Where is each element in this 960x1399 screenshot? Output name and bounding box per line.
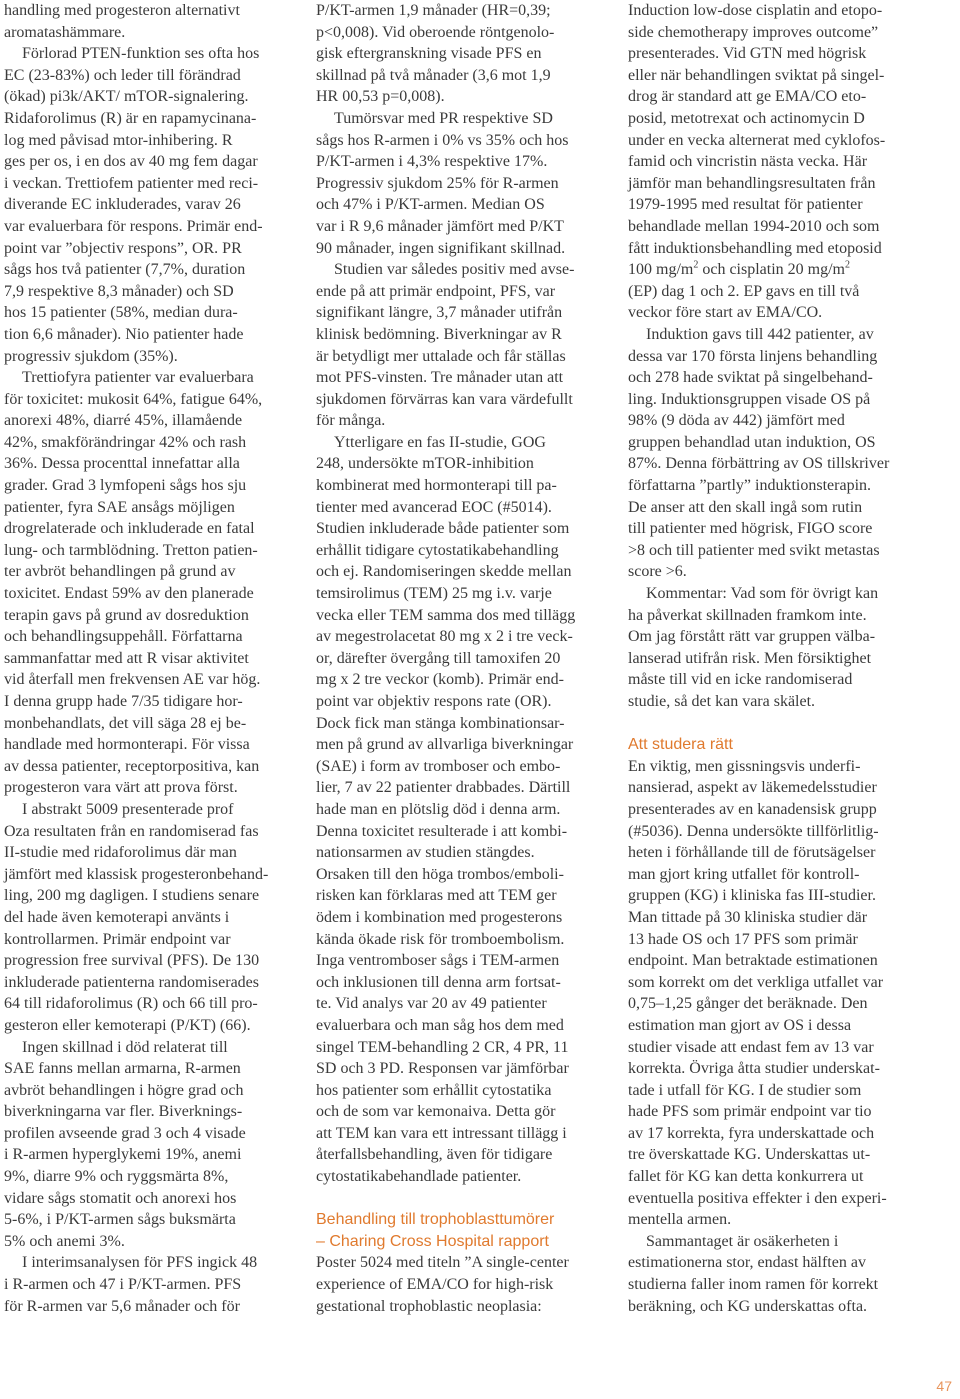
- section-heading-trophoblast: Behandling till trophoblasttumörer – Charing Cross Hospital rapport: [316, 1211, 555, 1250]
- paragraph: Sammantaget är osäkerheten i estimationerna stor, endast hälften av studierna faller inom ramen för korrekt beräkning, och KG underskattas ofta.: [628, 1232, 879, 1315]
- section-gap: [316, 1188, 596, 1210]
- paragraph: Ytterligare en fas II-studie, GOG 248, undersökte mTOR-inhibition kombinerat med hormonterapi till pa- tienter med avancerad EOC (#5014). Studien inkluderade både patienter som erhållit tidigare cytostatikabehandling och ej. Randomiseringen skedde mellan temsirolimus (TEM) 25 mg i.v. varje vecka eller TEM samma dos med tillägg av megestrolacetat 80 mg x 2 i tre veck- or, därefter övergång till tamoxifen 20 mg x 2 tre veckor (komb). Primär end- point var objektiv respons rate (OR). Dock fick man stänga kombinationsar- men på grund av allvarliga biverkningar (SAE) i form av tromboser och embo- lier, 7 av 22 patienter drabbades. Därtill hade man en plötslig död i denna arm. Denna toxicitet resulterade i att kombi- nationsarmen av studien stängdes. Orsaken till den höga trombos/emboli- risken kan förklaras med att TEM ger ödem i kombination med progesterons kända ökade risk för tromboembolism. Inga ventromboser sågs i TEM-armen och inklusionen till denna arm fortsat- te. Vid analys var 20 av 49 patienter evaluerbara och man såg hos dem med singel TEM-behandling 2 CR, 4 PR, 11 SD och 3 PD. Responsen var jämförbar hos patienter som erhållit cytostatika och de som var kemonaiva. Detta gör att TEM kan vara ett intressant tillägg i återfallsbehandling, även för tidigare cytostatikabehandlade patienter.: [316, 433, 576, 1186]
- section-heading-att-studera-ratt: Att studera rätt: [628, 736, 733, 754]
- paragraph: Tumörsvar med PR respektive SD sågs hos R-armen i 0% vs 35% och hos P/KT-armen i 4,3% respektive 17%. Progressiv sjukdom 25% för R-armen och 47% i P/KT-armen. Median OS var i R 9,6 månader jämfört med P/KT 90 månader, ingen signifikant skillnad.: [316, 109, 569, 257]
- paragraph: En viktig, men gissningsvis underfi- nansierad, aspekt av läkemedelsstudier presenterades av en kanadensisk grupp (#5036). Denna undersökte tillförlitlig- heten i förhållande till de förutsägelser man gjort kring utfallet för kontroll- gruppen (KG) i kliniska fas III-studier. Man tittade på 30 kliniska studier där 13 hade OS och 17 PFS som primär endpoint. Man betraktade estimationen som korrekt om det verkliga utfallet var 0,75–1,25 gånger det beräknade. Den estimation man gjort av OS i dessa studier visade att endast fem av 13 var korrekta. Övriga åtta studier underskat- tade i utfall för KG. I de studier som hade PFS som primär endpoint var tio av 17 korrekta, fyra underskattade och tre överskattade KG. Underskattas ut- fallet för KG kan detta konkurrera ut eventuella positiva effekter i den experi- mentella armen.: [628, 757, 887, 1229]
- dose-text: och cisplatin 20 mg/m: [698, 261, 845, 279]
- page-number: 47: [936, 1378, 952, 1394]
- paragraph: [628, 0, 910, 324]
- paragraph: P/KT-armen 1,9 månader (HR=0,39; p<0,008). Vid oberoende röntgenolo- gisk eftergranskning visade PFS en skillnad på två månader (3,6 mot 1,9 HR 00,53 p=0,008).: [316, 2, 555, 106]
- section-gap: [628, 713, 910, 735]
- paragraph-text: (EP) dag 1 och 2. EP gavs en till två veckor före start av EMA/CO.: [628, 282, 860, 322]
- paragraph: Poster 5024 med titeln ”A single-center experience of EMA/CO for high-risk gestational trophoblastic neoplasia:: [316, 1254, 569, 1315]
- paragraph: handling med progesteron alternativt aromatashämmare.: [4, 2, 240, 41]
- paragraph: Induktion gavs till 442 patienter, av dessa var 170 första linjens behandling och 278 hade sviktat på singelbehand- ling. Induktionsgruppen visade OS på 98% (9 döda av 442) jämfört med gruppen behandlad utan induktion, OS 87%. Denna förbättring av OS tillskriver författarna ”partly” induktionsterapin. De anser att den skall ingå som rutin till patienter med högrisk, FIGO score >8 och till patienter med svikt metastas score >6.: [628, 325, 890, 581]
- superscript: 2: [693, 259, 699, 271]
- paragraph: Förlorad PTEN-funktion ses ofta hos EC (23-83%) och leder till förändrad (ökad) pi3k/AKT/ mTOR-signalering. Ridaforolimus (R) är en rapamycinana- log med påvisad mtor-inhibering. R ges per os, i en dos av 40 mg fem dagar i veckan. Trettiofem patienter med reci- diverande EC inkluderades, varav 26 var evaluerbara för respons. Primär end- point var ”objectiv respons”, OR. PR sågs hos två patienter (7,7%, duration 7,9 respektive 8,3 månader) och SD hos 15 patienter (58%, median dura- tion 6,6 månader). Nio patienter hade progressiv sjukdom (35%).: [4, 45, 263, 365]
- paragraph: I interimsanalysen för PFS ingick 48 i R-armen och 47 i P/KT-armen. PFS för R-armen var 5,6 månader och för: [4, 1254, 258, 1315]
- superscript: 2: [845, 259, 850, 271]
- paragraph: Kommentar: Vad som för övrigt kan ha påverkat skillnaden framkom inte. Om jag förstått rätt var gruppen välba- lanserad utifrån risk. Men försiktighet måste till vid en icke randomiserad studie, så det kan vara skälet.: [628, 585, 879, 710]
- paragraph: Studien var således positiv med avse- ende på att primär endpoint, PFS, var signifikant längre, 3,7 månader utifrån klinisk bedömning. Biverkningar av R är betydligt mer uttalade och får ställas mot PFS-vinsten. Tre månader utan att sjukdomen förvärras kan vara värdefullt för många.: [316, 261, 575, 430]
- paragraph-text: Induction low-dose cisplatin and etopo- side chemotherapy improves outcome” presenterades. Vid GTN med högrisk eller när behandlingen sviktat på singel- drog är standard att ge EMA/CO eto- posid, metotrexat och actinomycin D under en vecka alternerat med cyklofos- famid och vincristin nästa vecka. Här jämför man behandlingsresultaten från 1979-1995 med resultat för patienter behandlade mellan 1994-2010 och som fått induktionsbehandling med etoposid: [628, 2, 886, 257]
- paragraph: Trettiofyra patienter var evaluerbara för toxicitet: mukosit 64%, fatigue 64%, anorexi 48%, diarré 45%, illamående 42%, smakförändringar 42% och rash 36%. Dessa procenttal innefattar alla grader. Grad 3 lymfopeni sågs hos sju patienter, fyra SAE ansågs möjligen drogrelaterade och inkluderade en fatal lung- och tarmblödning. Tretton patien- ter avbröt behandlingen på grund av toxicitet. Endast 59% av den planerade terapin gavs på grund av dosreduktion och behandlingsuppehåll. Författarna sammanfattar med att R visar aktivitet vid återfall men frekvensen AE var hög. I denna grupp hade 7/35 tidigare hor- monbehandlats, det vill säga 28 ej be- handlade med hormonterapi. För vissa av dessa patienter, receptorpositiva, kan progesteron vara värt att prova först.: [4, 369, 263, 797]
- column-3: [628, 0, 910, 1317]
- paragraph: I abstrakt 5009 presenterade prof Oza resultaten från en randomiserad fas II-studie med ridaforolimus där man jämfört med klassisk progesteronbehand- ling, 200 mg dagligen. I studiens senare del hade även kemoterapi använts i kontrollarmen. Primär endpoint var progression free survival (PFS). De 130 inkluderade patienterna randomiserades 64 till ridaforolimus (R) och 66 till pro- gesteron eller kemoterapi (P/KT) (66).: [4, 800, 269, 1034]
- column-1: [4, 0, 280, 1317]
- column-2: [316, 0, 596, 1317]
- dose-text: 100 mg/m: [628, 261, 694, 279]
- paragraph: Ingen skillnad i död relaterat till SAE fanns mellan armarna, R-armen avbröt behandlingen i högre grad och biverkningarna var fler. Biverknings- profilen avseende grad 3 och 4 visade i R-armen hyperglykemi 19%, anemi 9%, diarre 9% och ryggsmärta 8%, vidare sågs stomatit och anorexi hos 5-6%, i P/KT-armen sågs buksmärta 5% och anemi 3%.: [4, 1038, 246, 1250]
